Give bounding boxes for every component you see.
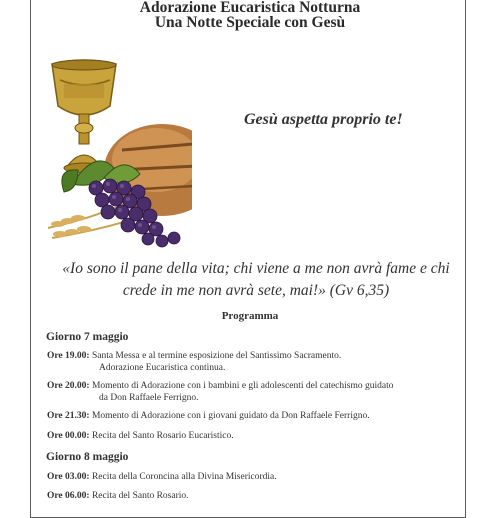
entry-text-continued: da Don Raffaele Ferrigno. bbox=[99, 392, 199, 403]
schedule-entry bbox=[47, 351, 467, 374]
schedule-entry bbox=[47, 491, 467, 503]
entry-time: Ore 00.00: bbox=[47, 431, 90, 441]
entry-text: Recita della Coroncina alla Divina Misericordia. bbox=[91, 472, 277, 482]
entry-text: Recita del Santo Rosario. bbox=[91, 491, 189, 501]
day-heading-1: Giorno 7 maggio bbox=[46, 331, 129, 343]
day-heading-2: Giorno 8 maggio bbox=[46, 451, 129, 463]
entry-time: Ore 20.00: bbox=[47, 381, 90, 391]
page-subtitle: Una Notte Speciale con Gesù bbox=[154, 14, 346, 31]
entry-text: Momento di Adorazione con i bambini e gli adolescenti del catechismo guidato bbox=[91, 381, 394, 391]
entry-time: Ore 21.30: bbox=[47, 411, 90, 421]
schedule-entry bbox=[47, 431, 467, 443]
entry-text: Santa Messa e al termine esposizione del Santissimo Sacramento. bbox=[91, 351, 342, 361]
scripture-quote: «Io sono il pane della vita; chi viene a me non avrà fame e chi crede in me non avrà sete, mai!» (Gv 6,35) bbox=[62, 260, 450, 299]
entry-time: Ore 06.00: bbox=[47, 491, 90, 501]
page-title: Adorazione Eucaristica Notturna bbox=[139, 0, 361, 16]
program-title: Programma bbox=[221, 310, 279, 322]
entry-text: Recita del Santo Rosario Eucaristico. bbox=[91, 431, 234, 441]
entry-time: Ore 03.00: bbox=[47, 472, 90, 482]
chalice-bread-grapes-wheat-illustration bbox=[44, 58, 192, 250]
entry-time: Ore 19.00: bbox=[47, 351, 90, 361]
schedule-entry bbox=[47, 381, 467, 404]
schedule-entry bbox=[47, 411, 467, 423]
entry-text-continued: Adorazione Eucaristica continua. bbox=[99, 362, 226, 373]
entry-text: Momento di Adorazione con i giovani guidato da Don Raffaele Ferrigno. bbox=[91, 411, 370, 421]
schedule-entry bbox=[47, 472, 467, 484]
tagline: Gesù aspetta proprio te! bbox=[244, 111, 403, 128]
